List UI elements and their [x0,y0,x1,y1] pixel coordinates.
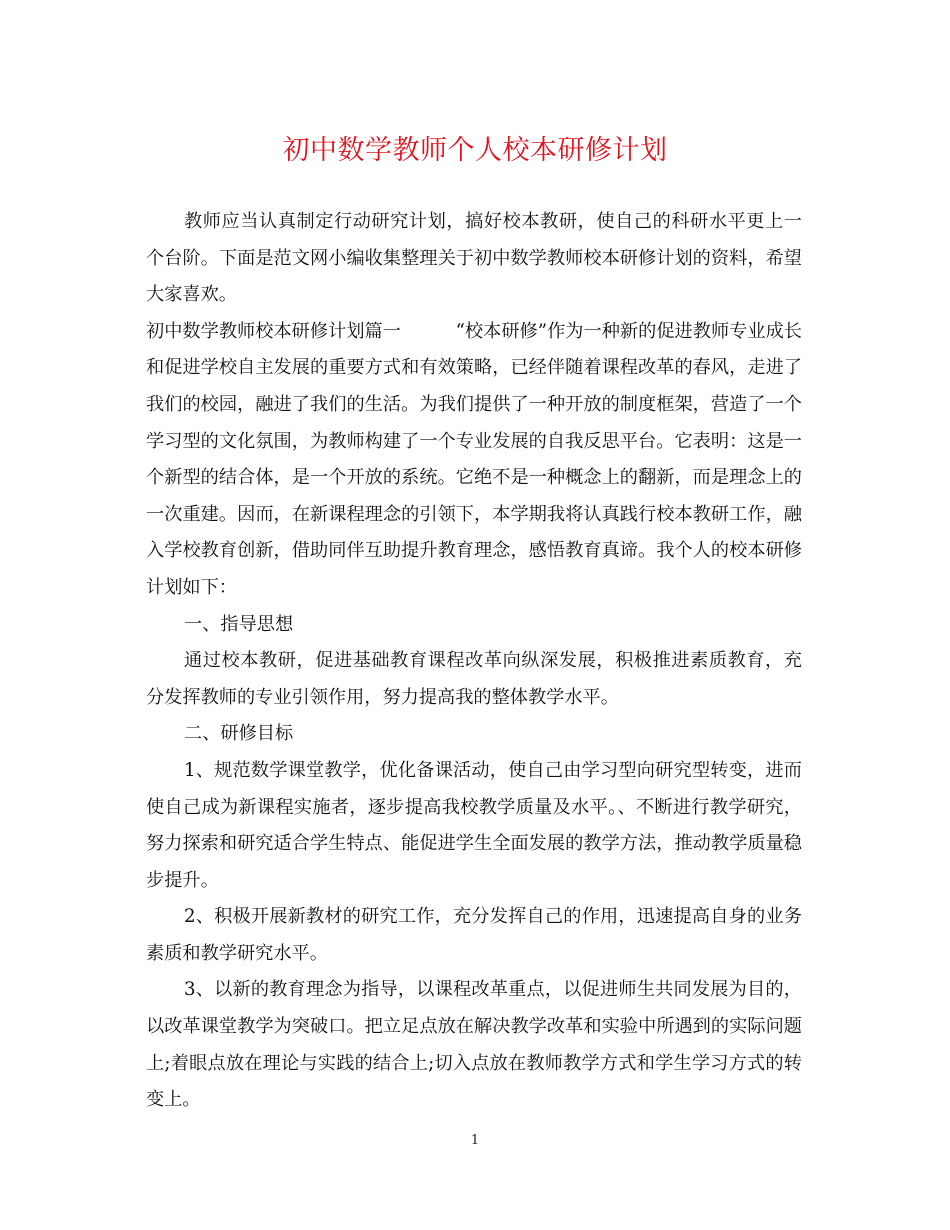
heading-study-goals: 二、研修目标 [184,723,294,745]
goal-item-2: 2、积极开展新教材的研究工作，充分发挥自己的作用，迅速提高自身的业务素质和教学研究水平。 [146,906,802,964]
document-body [146,204,802,1119]
document-title: 初中数学教师个人校本研修计划 [282,135,668,166]
intro-paragraph: 教师应当认真制定行动研究计划，搞好校本教研，使自己的科研水平更上一个台阶。下面是范文网小编收集整理关于初中数学教师校本研修计划的资料，希望大家喜欢。 [146,211,802,306]
guiding-thought-paragraph: 通过校本教研，促进基础教育课程改革向纵深发展，积极推进素质教育，充分发挥教师的专业引领作用，努力提高我的整体教学水平。 [146,650,802,708]
section-paragraph-plan-one: 初中数学教师校本研修计划篇一 “校本研修”作为一种新的促进教师专业成长和促进学校自主发展的重要方式和有效策略，已经伴随着课程改革的春风，走进了我们的校园，融进了我们的生活。为我们提供了一种开放的制度框架，营造了一个学习型的文化氛围，为教师构建了一个专业发展的自我反思平台。它表明：这是一个新型的结合体，是一个开放的系统。它绝不是一种概念上的翻新，而是理念上的一次重建。因而，在新课程理念的引领下，本学期我将认真践行校本教研工作，融入学校教育创新，借助同伴互助提升教育理念，感悟教育真谛。我个人的校本研修计划如下： [146,320,802,598]
heading-guiding-thought: 一、指导思想 [184,613,294,635]
goal-item-1: 1、规范数学课堂教学，优化备课活动，使自己由学习型向研究型转变，进而使自己成为新课程实施者，逐步提高我校教学质量及水平。、不断进行教学研究，努力探索和研究适合学生特点、能促进学生全面发展的教学方法，推动教学质量稳步提升。 [146,759,802,891]
goal-item-3: 3、以新的教育理念为指导，以课程改革重点，以促进师生共同发展为目的，以改革课堂教学为突破口。把立足点放在解决教学改革和实验中所遇到的实际问题上;着眼点放在理论与实践的结合上;切入点放在教师教学方式和学生学习方式的转变上。 [146,979,802,1111]
page-number: 1 [470,1133,480,1148]
